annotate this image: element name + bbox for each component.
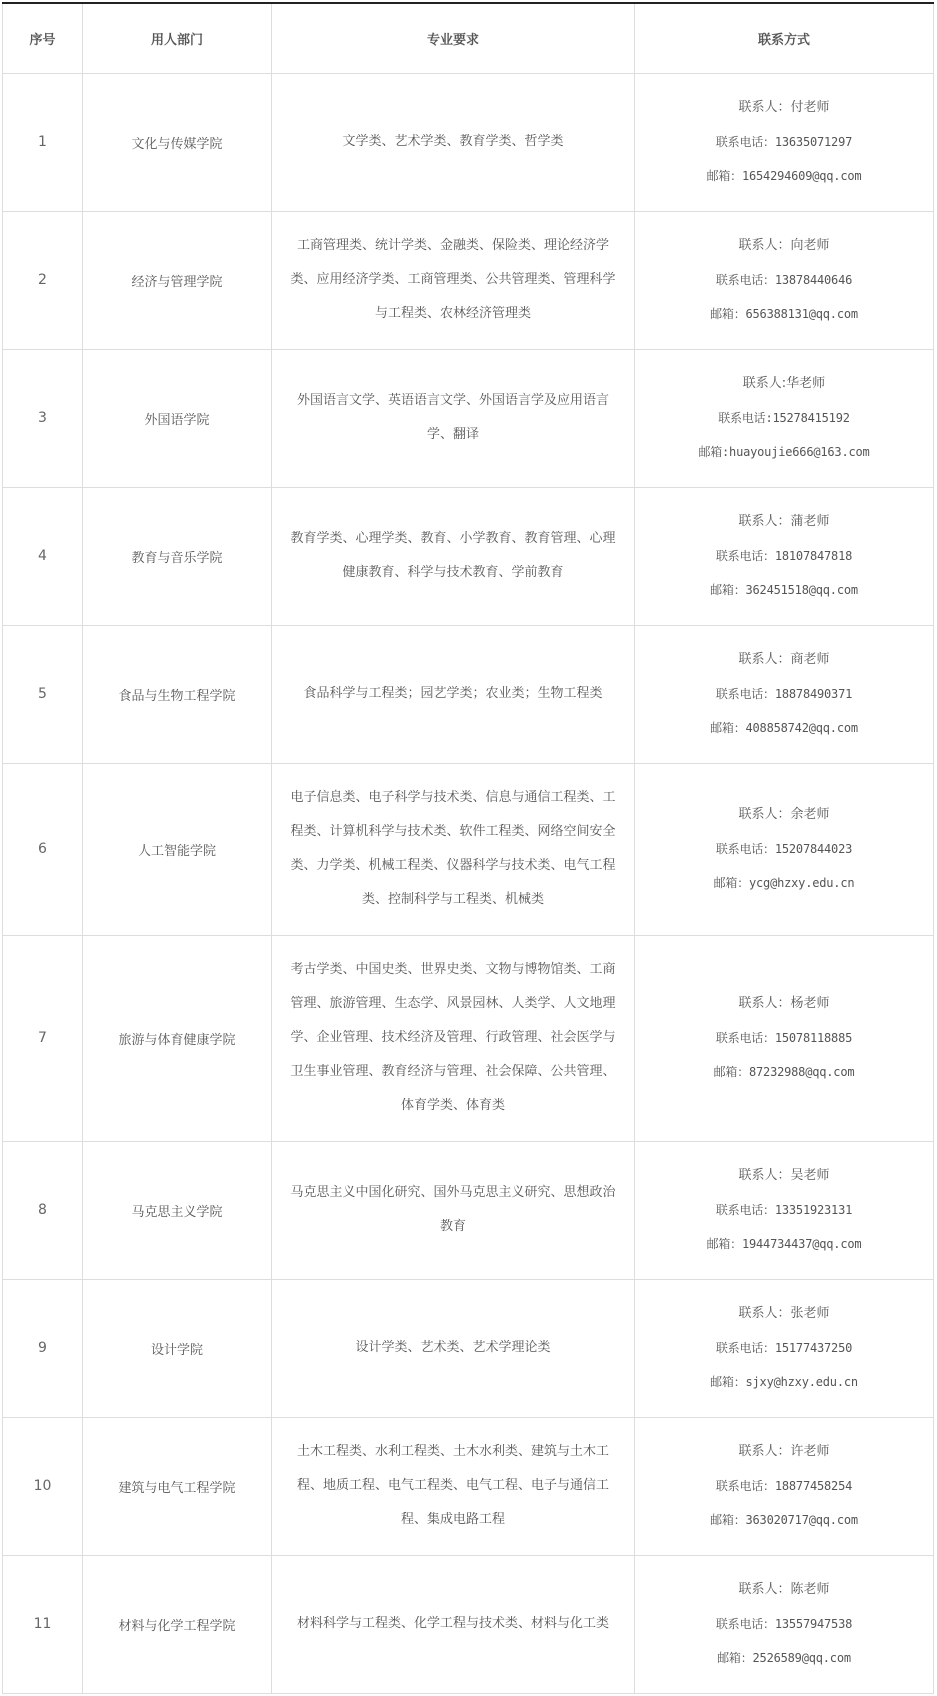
contact-email: 邮箱：408858742@qq.com	[710, 721, 858, 735]
header-department: 用人部门	[83, 3, 272, 73]
contact-email: 邮箱：1654294609@qq.com	[706, 169, 862, 183]
contact-person: 联系人：张老师	[738, 1306, 830, 1321]
table-row	[3, 625, 934, 763]
row-major: 马克思主义中国化研究、国外马克思主义研究、思想政治教育	[272, 1141, 635, 1279]
header-contact: 联系方式	[635, 3, 934, 73]
row-major: 教育学类、心理学类、教育、小学教育、教育管理、心理健康教育、科学与技术教育、学前教育	[272, 487, 635, 625]
table-row	[3, 211, 934, 349]
contact-phone: 联系电话：13351923131	[715, 1203, 853, 1217]
row-department: 经济与管理学院	[83, 211, 272, 349]
contact-person: 联系人：许老师	[738, 1444, 830, 1459]
table-row	[3, 935, 934, 1141]
table-row	[3, 1141, 934, 1279]
row-department: 教育与音乐学院	[83, 487, 272, 625]
row-index: 5	[3, 625, 83, 763]
contact-phone: 联系电话：13557947538	[715, 1617, 853, 1631]
contact-phone: 联系电话：15177437250	[715, 1341, 853, 1355]
row-contact	[635, 487, 934, 625]
contact-phone: 联系电话：18878490371	[715, 687, 853, 701]
contact-email: 邮箱：362451518@qq.com	[710, 583, 858, 597]
contact-person: 联系人:华老师	[742, 376, 826, 391]
contact-person: 联系人：杨老师	[738, 996, 830, 1011]
table-row	[3, 1417, 934, 1555]
contact-person: 联系人：向老师	[738, 238, 830, 253]
contact-email: 邮箱：363020717@qq.com	[710, 1513, 858, 1527]
contact-person: 联系人：商老师	[738, 652, 830, 667]
row-major: 工商管理类、统计学类、金融类、保险类、理论经济学类、应用经济学类、工商管理类、公共管理类、管理科学与工程类、农林经济管理类	[272, 211, 635, 349]
contact-phone: 联系电话：15078118885	[715, 1031, 853, 1045]
contact-phone: 联系电话：18107847818	[715, 549, 853, 563]
row-contact	[635, 935, 934, 1141]
row-major: 食品科学与工程类；园艺学类；农业类；生物工程类	[272, 625, 635, 763]
row-index: 3	[3, 349, 83, 487]
row-contact	[635, 1417, 934, 1555]
contact-email: 邮箱：656388131@qq.com	[710, 307, 858, 321]
row-index: 8	[3, 1141, 83, 1279]
row-major: 文学类、艺术学类、教育学类、哲学类	[272, 73, 635, 211]
row-contact	[635, 625, 934, 763]
row-department: 外国语学院	[83, 349, 272, 487]
row-index: 1	[3, 73, 83, 211]
row-department: 材料与化学工程学院	[83, 1555, 272, 1693]
recruitment-table	[2, 2, 934, 1694]
row-index: 2	[3, 211, 83, 349]
row-contact	[635, 1279, 934, 1417]
row-contact	[635, 1555, 934, 1693]
contact-phone: 联系电话:15278415192	[718, 411, 850, 425]
table-row	[3, 73, 934, 211]
table-row	[3, 763, 934, 935]
row-department: 食品与生物工程学院	[83, 625, 272, 763]
contact-phone: 联系电话：18877458254	[715, 1479, 853, 1493]
contact-person: 联系人：付老师	[738, 100, 830, 115]
contact-email: 邮箱：sjxy@hzxy.edu.cn	[710, 1375, 858, 1389]
row-major: 土木工程类、水利工程类、土木水利类、建筑与土木工程、地质工程、电气工程类、电气工程、电子与通信工程、集成电路工程	[272, 1417, 635, 1555]
row-contact	[635, 73, 934, 211]
contact-email: 邮箱：1944734437@qq.com	[706, 1237, 862, 1251]
table-row	[3, 1279, 934, 1417]
header-index: 序号	[3, 3, 83, 73]
row-contact	[635, 1141, 934, 1279]
row-index: 10	[3, 1417, 83, 1555]
table-row	[3, 487, 934, 625]
row-index: 9	[3, 1279, 83, 1417]
table-row	[3, 349, 934, 487]
row-contact	[635, 349, 934, 487]
contact-phone: 联系电话：13635071297	[715, 135, 853, 149]
contact-person: 联系人：陈老师	[738, 1582, 830, 1597]
contact-phone: 联系电话：13878440646	[715, 273, 853, 287]
contact-person: 联系人：吴老师	[738, 1168, 830, 1183]
row-major: 电子信息类、电子科学与技术类、信息与通信工程类、工程类、计算机科学与技术类、软件工程类、网络空间安全类、力学类、机械工程类、仪器科学与技术类、电气工程类、控制科学与工程类、机械类	[272, 763, 635, 935]
row-index: 4	[3, 487, 83, 625]
row-department: 人工智能学院	[83, 763, 272, 935]
row-major: 外国语言文学、英语语言文学、外国语言学及应用语言学、翻译	[272, 349, 635, 487]
contact-email: 邮箱：ycg@hzxy.edu.cn	[713, 876, 855, 890]
header-major: 专业要求	[272, 3, 635, 73]
row-index: 6	[3, 763, 83, 935]
table-header-row	[3, 3, 934, 73]
row-contact	[635, 211, 934, 349]
row-department: 文化与传媒学院	[83, 73, 272, 211]
contact-email: 邮箱:huayoujie666@163.com	[698, 445, 870, 459]
row-major: 考古学类、中国史类、世界史类、文物与博物馆类、工商管理、旅游管理、生态学、风景园林、人类学、人文地理学、企业管理、技术经济及管理、行政管理、社会医学与卫生事业管理、教育经济与管理、社会保障、公共管理、体育学类、体育类	[272, 935, 635, 1141]
row-department: 设计学院	[83, 1279, 272, 1417]
row-department: 马克思主义学院	[83, 1141, 272, 1279]
row-major: 材料科学与工程类、化学工程与技术类、材料与化工类	[272, 1555, 635, 1693]
row-major: 设计学类、艺术类、艺术学理论类	[272, 1279, 635, 1417]
row-index: 7	[3, 935, 83, 1141]
contact-person: 联系人：余老师	[738, 807, 830, 822]
row-department: 旅游与体育健康学院	[83, 935, 272, 1141]
row-department: 建筑与电气工程学院	[83, 1417, 272, 1555]
contact-email: 邮箱：2526589@qq.com	[717, 1651, 851, 1665]
row-contact	[635, 763, 934, 935]
contact-email: 邮箱：87232988@qq.com	[713, 1065, 855, 1079]
table-row	[3, 1555, 934, 1693]
contact-person: 联系人：蒲老师	[738, 514, 830, 529]
contact-phone: 联系电话：15207844023	[715, 842, 853, 856]
row-index: 11	[3, 1555, 83, 1693]
